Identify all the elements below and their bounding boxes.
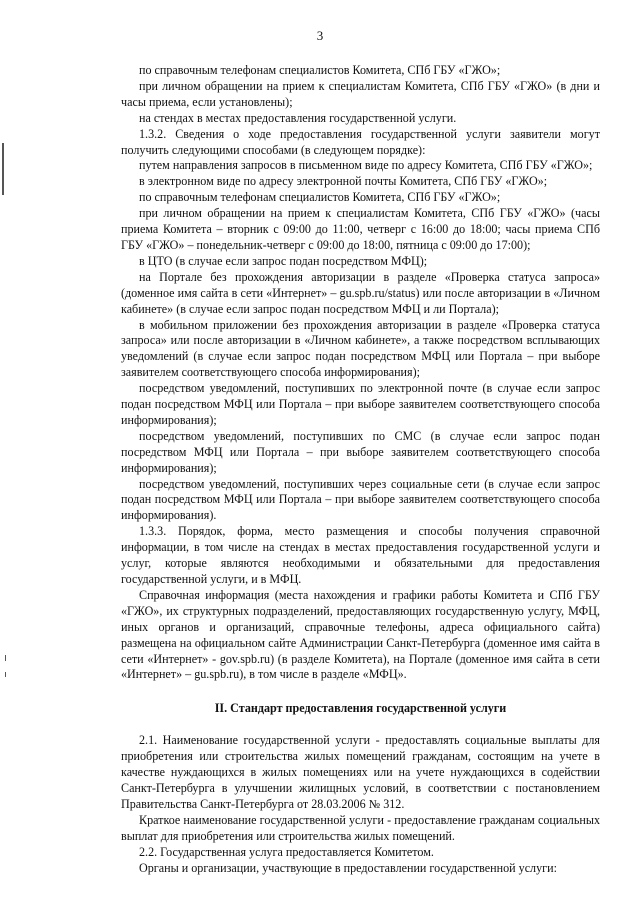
paragraph: посредством уведомлений, поступивших через социальные сети (в случае если запрос подан посредством МФЦ или Портала – при выборе заявителем соответствующего способа информирования). bbox=[121, 476, 600, 523]
paragraph: Справочная информация (места нахождения и графики работы Комитета и СПб ГБУ «ГЖО», их структурных подразделений, предоставляющих государственную услугу, МФЦ, иных органов и организаций, справочные телефоны, адреса официального сайта) размещена на официальном сайте Администрации Санкт-Петербурга (доменное имя сайта в сети «Интернет» - gov.spb.ru) (в разделе Комитета), на Портале (доменное имя сайта в сети «Интернет» – gu.spb.ru), в том числе в разделе «МФЦ». bbox=[121, 587, 600, 682]
paragraph: по справочным телефонам специалистов Комитета, СПб ГБУ «ГЖО»; bbox=[139, 190, 501, 205]
paragraph: Органы и организации, участвующие в предоставлении государственной услуги: bbox=[139, 860, 557, 875]
paragraph: 1.3.3. Порядок, форма, место размещения и способы получения справочной информации, в том числе на стендах в местах предоставления государственной услуги и услуг, которые являются необходимыми и обязательными для предоставления государственной услуги, и в МФЦ. bbox=[121, 524, 600, 586]
paragraph: по справочным телефонам специалистов Комитета, СПб ГБУ «ГЖО»; bbox=[139, 63, 501, 77]
paragraph: 2.2. Государственная услуга предоставляется Комитетом. bbox=[139, 844, 434, 859]
scan-mark bbox=[5, 655, 6, 661]
paragraph: 2.1. Наименование государственной услуги - предоставлять социальные выплаты для приобретения или строительства жилых помещений гражданам, состоящим на учете в качестве нуждающихся в жилых помещениях или на учете нуждающихся в содействии Санкт-Петербурга в улучшении жилищных условий, в соответствии с постановлением Правительства Санкт-Петербурга от 28.03.2006 № 312. bbox=[121, 733, 600, 811]
paragraph: в мобильном приложении без прохождения авторизации в разделе «Проверка статуса запроса» или после авторизации в «Личном кабинете», а также посредством всплывающих уведомлений (в случае если запрос подан посредством МФЦ или Портала – при выборе заявителем соответствующего способа информирования); bbox=[121, 317, 600, 380]
paragraph: посредством уведомлений, поступивших по электронной почте (в случае если запрос подан посредством МФЦ или Портала – при выборе заявителем соответствующего способа информирования); bbox=[121, 381, 600, 427]
document-body bbox=[121, 63, 600, 876]
paragraph: на Портале без прохождения авторизации в разделе «Проверка статуса запроса» (доменное имя сайта в сети «Интернет» – gu.spb.ru/status) или после авторизации в «Личном кабинете» (в случае если запрос подан посредством МФЦ и ли Портала); bbox=[121, 269, 600, 316]
paragraph: посредством уведомлений, поступивших по СМС (в случае если запрос подан посредством МФЦ или Портала – при выборе заявителем соответствующего способа информирования); bbox=[121, 428, 600, 475]
scan-mark bbox=[5, 672, 6, 677]
paragraph: 1.3.2. Сведения о ходе предоставления государственной услуги заявители могут получить следующими способами (в следующем порядке): bbox=[121, 126, 600, 157]
section-heading: II. Стандарт предоставления государственной услуги bbox=[214, 701, 507, 716]
scan-mark bbox=[2, 143, 4, 195]
paragraph: на стендах в местах предоставления государственной услуги. bbox=[139, 110, 457, 125]
paragraph: при личном обращении на прием к специалистам Комитета, СПб ГБУ «ГЖО» (часы приема Комитета – вторник с 09:00 до 11:00, четверг с 16:00 до 18:00; часы приема СПб ГБУ «ГЖО» – понедельник-четверг с 09:00 до 18:00, пятница с 09:00 до 17:00); bbox=[121, 206, 600, 252]
paragraph: при личном обращении на прием к специалистам Комитета, СПб ГБУ «ГЖО» (в дни и часы приема, если установлены); bbox=[121, 78, 600, 109]
paragraph: в электронном виде по адресу электронной почты Комитета, СПб ГБУ «ГЖО»; bbox=[139, 174, 548, 189]
paragraph: путем направления запросов в письменном виде по адресу Комитета, СПб ГБУ «ГЖО»; bbox=[139, 158, 593, 173]
paragraph: Краткое наименование государственной услуги - предоставление гражданам социальных выплат для приобретения или строительства жилых помещений. bbox=[121, 812, 600, 843]
page-number: 3 bbox=[316, 28, 324, 43]
paragraph: в ЦТО (в случае если запрос подан посредством МФЦ); bbox=[139, 253, 428, 268]
